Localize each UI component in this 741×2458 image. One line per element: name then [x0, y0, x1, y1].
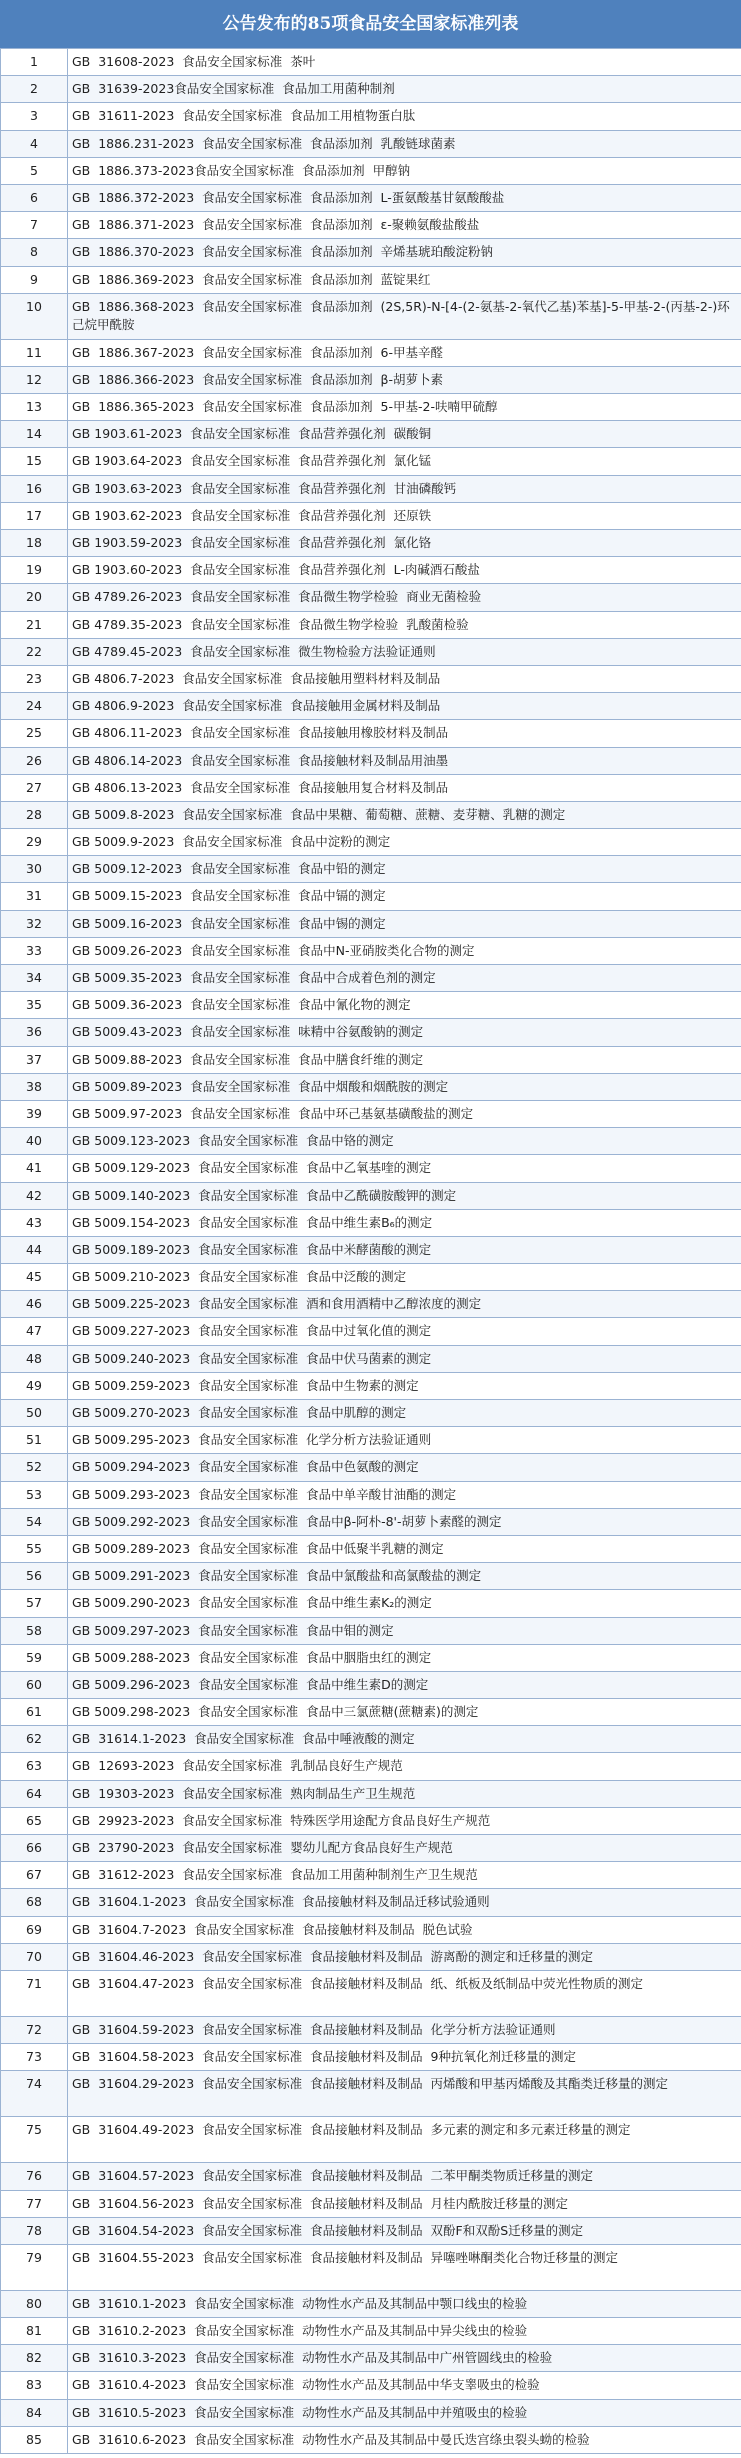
row-number: 65 — [1, 1807, 68, 1834]
row-number: 71 — [1, 1970, 68, 2016]
row-number: 47 — [1, 1318, 68, 1345]
standard-entry: GB 31604.46-2023 食品安全国家标准 食品接触材料及制品 游离酚的测定和迁移量的测定 — [68, 1943, 741, 1970]
standard-entry: GB 1886.370-2023 食品安全国家标准 食品添加剂 辛烯基琥珀酸淀粉钠 — [68, 239, 741, 266]
row-number: 78 — [1, 2217, 68, 2244]
row-number: 21 — [1, 611, 68, 638]
table-row — [1, 157, 741, 184]
standard-entry: GB 31604.57-2023 食品安全国家标准 食品接触材料及制品 二苯甲酮类物质迁移量的测定 — [68, 2163, 741, 2190]
standard-entry: GB 31610.6-2023 食品安全国家标准 动物性水产品及其制品中曼氏迭宫绦虫裂头蚴的检验 — [68, 2426, 741, 2453]
standard-entry: GB 5009.189-2023 食品安全国家标准 食品中米酵菌酸的测定 — [68, 1236, 741, 1263]
table-row — [1, 965, 741, 992]
row-number: 74 — [1, 2071, 68, 2117]
row-number: 59 — [1, 1644, 68, 1671]
table-row — [1, 394, 741, 421]
standard-entry: GB 5009.8-2023 食品安全国家标准 食品中果糖、葡萄糖、蔗糖、麦芽糖、乳糖的测定 — [68, 801, 741, 828]
standard-entry: GB 5009.297-2023 食品安全国家标准 食品中钼的测定 — [68, 1617, 741, 1644]
table-row — [1, 475, 741, 502]
table-row — [1, 1699, 741, 1726]
table-row — [1, 2163, 741, 2190]
row-number: 45 — [1, 1264, 68, 1291]
table-row — [1, 2290, 741, 2317]
standard-entry: GB 5009.129-2023 食品安全国家标准 食品中乙氧基喹的测定 — [68, 1155, 741, 1182]
table-row — [1, 1345, 741, 1372]
row-number: 68 — [1, 1889, 68, 1916]
table-row — [1, 1590, 741, 1617]
table-row — [1, 502, 741, 529]
table-row — [1, 937, 741, 964]
standard-entry: GB 31610.5-2023 食品安全国家标准 动物性水产品及其制品中并殖吸虫的检验 — [68, 2399, 741, 2426]
table-row — [1, 638, 741, 665]
row-number: 7 — [1, 212, 68, 239]
standard-entry: GB 5009.290-2023 食品安全国家标准 食品中维生素K₂的测定 — [68, 1590, 741, 1617]
table-row — [1, 2426, 741, 2453]
standard-entry: GB 5009.259-2023 食品安全国家标准 食品中生物素的测定 — [68, 1372, 741, 1399]
table-row — [1, 1454, 741, 1481]
table-row — [1, 49, 741, 76]
row-number: 3 — [1, 103, 68, 130]
row-number: 64 — [1, 1780, 68, 1807]
standard-entry: GB 31604.1-2023 食品安全国家标准 食品接触材料及制品迁移试验通则 — [68, 1889, 741, 1916]
standard-entry: GB 1886.366-2023 食品安全国家标准 食品添加剂 β-胡萝卜素 — [68, 366, 741, 393]
standard-entry: GB 4806.7-2023 食品安全国家标准 食品接触用塑料材料及制品 — [68, 665, 741, 692]
row-number: 14 — [1, 421, 68, 448]
table-row — [1, 1236, 741, 1263]
table-row — [1, 184, 741, 211]
row-number: 43 — [1, 1209, 68, 1236]
table-row — [1, 557, 741, 584]
table-row — [1, 611, 741, 638]
row-number: 23 — [1, 665, 68, 692]
table-row — [1, 1671, 741, 1698]
row-number: 31 — [1, 883, 68, 910]
row-number: 57 — [1, 1590, 68, 1617]
row-number: 73 — [1, 2044, 68, 2071]
standard-entry: GB 29923-2023 食品安全国家标准 特殊医学用途配方食品良好生产规范 — [68, 1807, 741, 1834]
standard-entry: GB 12693-2023 食品安全国家标准 乳制品良好生产规范 — [68, 1753, 741, 1780]
table-row — [1, 801, 741, 828]
row-number: 8 — [1, 239, 68, 266]
standard-entry: GB 5009.88-2023 食品安全国家标准 食品中膳食纤维的测定 — [68, 1046, 741, 1073]
standard-entry: GB 5009.12-2023 食品安全国家标准 食品中铅的测定 — [68, 856, 741, 883]
table-row — [1, 1209, 741, 1236]
standard-entry: GB 31604.7-2023 食品安全国家标准 食品接触材料及制品 脱色试验 — [68, 1916, 741, 1943]
standard-entry: GB 4789.35-2023 食品安全国家标准 食品微生物学检验 乳酸菌检验 — [68, 611, 741, 638]
standard-entry: GB 5009.293-2023 食品安全国家标准 食品中单辛酸甘油酯的测定 — [68, 1481, 741, 1508]
table-row — [1, 1400, 741, 1427]
standard-entry: GB 1903.64-2023 食品安全国家标准 食品营养强化剂 氯化锰 — [68, 448, 741, 475]
table-row — [1, 530, 741, 557]
standard-entry: GB 5009.15-2023 食品安全国家标准 食品中镉的测定 — [68, 883, 741, 910]
table-row — [1, 747, 741, 774]
standard-entry: GB 5009.140-2023 食品安全国家标准 食品中乙酰磺胺酸钾的测定 — [68, 1182, 741, 1209]
standard-entry: GB 5009.97-2023 食品安全国家标准 食品中环己基氨基磺酸盐的测定 — [68, 1100, 741, 1127]
standard-entry: GB 31604.55-2023 食品安全国家标准 食品接触材料及制品 异噻唑啉酮类化合物迁移量的测定 — [68, 2244, 741, 2290]
table-row — [1, 992, 741, 1019]
row-number: 56 — [1, 1563, 68, 1590]
row-number: 49 — [1, 1372, 68, 1399]
table-row — [1, 1807, 741, 1834]
table-row — [1, 2318, 741, 2345]
standard-entry: GB 31639-2023食品安全国家标准 食品加工用菌种制剂 — [68, 76, 741, 103]
table-row — [1, 584, 741, 611]
standard-entry: GB 1886.373-2023食品安全国家标准 食品添加剂 甲醇钠 — [68, 157, 741, 184]
row-number: 84 — [1, 2399, 68, 2426]
table-row — [1, 1644, 741, 1671]
standards-table — [0, 48, 741, 2454]
standard-entry: GB 31610.3-2023 食品安全国家标准 动物性水产品及其制品中广州管圆线虫的检验 — [68, 2345, 741, 2372]
standard-entry: GB 19303-2023 食品安全国家标准 熟肉制品生产卫生规范 — [68, 1780, 741, 1807]
row-number: 67 — [1, 1862, 68, 1889]
table-row — [1, 239, 741, 266]
standard-entry: GB 1903.62-2023 食品安全国家标准 食品营养强化剂 还原铁 — [68, 502, 741, 529]
row-number: 34 — [1, 965, 68, 992]
standard-entry: GB 31604.29-2023 食品安全国家标准 食品接触材料及制品 丙烯酸和甲基丙烯酸及其酯类迁移量的测定 — [68, 2071, 741, 2117]
standard-entry: GB 5009.225-2023 食品安全国家标准 酒和食用酒精中乙醇浓度的测定 — [68, 1291, 741, 1318]
table-row — [1, 1019, 741, 1046]
table-row — [1, 421, 741, 448]
row-number: 55 — [1, 1535, 68, 1562]
table-row — [1, 339, 741, 366]
table-row — [1, 2016, 741, 2043]
row-number: 61 — [1, 1699, 68, 1726]
table-row — [1, 2217, 741, 2244]
standard-entry: GB 5009.16-2023 食品安全国家标准 食品中锡的测定 — [68, 910, 741, 937]
row-number: 39 — [1, 1100, 68, 1127]
row-number: 33 — [1, 937, 68, 964]
table-row — [1, 1943, 741, 1970]
table-row — [1, 1862, 741, 1889]
row-number: 77 — [1, 2190, 68, 2217]
row-number: 69 — [1, 1916, 68, 1943]
row-number: 40 — [1, 1128, 68, 1155]
row-number: 58 — [1, 1617, 68, 1644]
row-number: 83 — [1, 2372, 68, 2399]
standard-entry: GB 4806.14-2023 食品安全国家标准 食品接触材料及制品用油墨 — [68, 747, 741, 774]
table-title: 公告发布的85项食品安全国家标准列表 — [0, 0, 741, 48]
standard-entry: GB 5009.291-2023 食品安全国家标准 食品中氯酸盐和高氯酸盐的测定 — [68, 1563, 741, 1590]
table-row — [1, 1073, 741, 1100]
standard-entry: GB 4806.9-2023 食品安全国家标准 食品接触用金属材料及制品 — [68, 693, 741, 720]
row-number: 54 — [1, 1508, 68, 1535]
table-row — [1, 1753, 741, 1780]
standard-entry: GB 1886.371-2023 食品安全国家标准 食品添加剂 ε-聚赖氨酸盐酸盐 — [68, 212, 741, 239]
standard-entry: GB 5009.89-2023 食品安全国家标准 食品中烟酸和烟酰胺的测定 — [68, 1073, 741, 1100]
table-row — [1, 1427, 741, 1454]
standard-entry: GB 5009.210-2023 食品安全国家标准 食品中泛酸的测定 — [68, 1264, 741, 1291]
standard-entry: GB 5009.36-2023 食品安全国家标准 食品中氰化物的测定 — [68, 992, 741, 1019]
standard-entry: GB 5009.296-2023 食品安全国家标准 食品中维生素D的测定 — [68, 1671, 741, 1698]
table-row — [1, 720, 741, 747]
table-row — [1, 266, 741, 293]
table-row — [1, 1155, 741, 1182]
standard-entry: GB 31610.4-2023 食品安全国家标准 动物性水产品及其制品中华支睾吸虫的检验 — [68, 2372, 741, 2399]
standard-entry: GB 31610.1-2023 食品安全国家标准 动物性水产品及其制品中颚口线虫的检验 — [68, 2290, 741, 2317]
row-number: 9 — [1, 266, 68, 293]
standard-entry: GB 1886.368-2023 食品安全国家标准 食品添加剂 (2S,5R)-N-[4-(2-氨基-2-氧代乙基)苯基]-5-甲基-2-(丙基-2-)环己烷甲酰胺 — [68, 293, 741, 339]
table-row — [1, 2399, 741, 2426]
standard-entry: GB 5009.43-2023 食品安全国家标准 味精中谷氨酸钠的测定 — [68, 1019, 741, 1046]
table-row — [1, 1508, 741, 1535]
table-row — [1, 2345, 741, 2372]
table-row — [1, 1481, 741, 1508]
standard-entry: GB 31611-2023 食品安全国家标准 食品加工用植物蛋白肽 — [68, 103, 741, 130]
standard-entry: GB 31604.49-2023 食品安全国家标准 食品接触材料及制品 多元素的测定和多元素迁移量的测定 — [68, 2117, 741, 2163]
row-number: 26 — [1, 747, 68, 774]
row-number: 28 — [1, 801, 68, 828]
standard-entry: GB 1903.61-2023 食品安全国家标准 食品营养强化剂 碳酸铜 — [68, 421, 741, 448]
row-number: 29 — [1, 829, 68, 856]
table-row — [1, 1128, 741, 1155]
standard-entry: GB 31604.58-2023 食品安全国家标准 食品接触材料及制品 9种抗氧化剂迁移量的测定 — [68, 2044, 741, 2071]
row-number: 41 — [1, 1155, 68, 1182]
standard-entry: GB 1886.369-2023 食品安全国家标准 食品添加剂 蓝锭果红 — [68, 266, 741, 293]
row-number: 15 — [1, 448, 68, 475]
row-number: 81 — [1, 2318, 68, 2345]
row-number: 60 — [1, 1671, 68, 1698]
table-row — [1, 293, 741, 339]
table-row — [1, 2071, 741, 2117]
table-row — [1, 366, 741, 393]
row-number: 27 — [1, 774, 68, 801]
table-row — [1, 1916, 741, 1943]
standards-table-body — [1, 49, 741, 2454]
row-number: 62 — [1, 1726, 68, 1753]
standard-entry: GB 5009.35-2023 食品安全国家标准 食品中合成着色剂的测定 — [68, 965, 741, 992]
standard-entry: GB 23790-2023 食品安全国家标准 婴幼儿配方食品良好生产规范 — [68, 1835, 741, 1862]
row-number: 24 — [1, 693, 68, 720]
table-row — [1, 1372, 741, 1399]
table-row — [1, 1046, 741, 1073]
row-number: 51 — [1, 1427, 68, 1454]
standard-entry: GB 4806.11-2023 食品安全国家标准 食品接触用橡胶材料及制品 — [68, 720, 741, 747]
row-number: 18 — [1, 530, 68, 557]
table-row — [1, 2117, 741, 2163]
row-number: 11 — [1, 339, 68, 366]
table-row — [1, 1563, 741, 1590]
table-row — [1, 1100, 741, 1127]
standard-entry: GB 1886.367-2023 食品安全国家标准 食品添加剂 6-甲基辛醛 — [68, 339, 741, 366]
row-number: 22 — [1, 638, 68, 665]
row-number: 66 — [1, 1835, 68, 1862]
row-number: 72 — [1, 2016, 68, 2043]
table-row — [1, 1291, 741, 1318]
row-number: 80 — [1, 2290, 68, 2317]
standard-entry: GB 5009.227-2023 食品安全国家标准 食品中过氧化值的测定 — [68, 1318, 741, 1345]
row-number: 30 — [1, 856, 68, 883]
row-number: 1 — [1, 49, 68, 76]
row-number: 38 — [1, 1073, 68, 1100]
row-number: 5 — [1, 157, 68, 184]
row-number: 44 — [1, 1236, 68, 1263]
row-number: 46 — [1, 1291, 68, 1318]
row-number: 52 — [1, 1454, 68, 1481]
row-number: 85 — [1, 2426, 68, 2453]
table-row — [1, 1318, 741, 1345]
table-row — [1, 829, 741, 856]
standard-entry: GB 5009.288-2023 食品安全国家标准 食品中胭脂虫红的测定 — [68, 1644, 741, 1671]
table-row — [1, 2244, 741, 2290]
row-number: 32 — [1, 910, 68, 937]
standard-entry: GB 1903.59-2023 食品安全国家标准 食品营养强化剂 氯化铬 — [68, 530, 741, 557]
standard-entry: GB 31604.47-2023 食品安全国家标准 食品接触材料及制品 纸、纸板及纸制品中荧光性物质的测定 — [68, 1970, 741, 2016]
row-number: 63 — [1, 1753, 68, 1780]
row-number: 10 — [1, 293, 68, 339]
table-row — [1, 883, 741, 910]
table-row — [1, 76, 741, 103]
standard-entry: GB 1903.60-2023 食品安全国家标准 食品营养强化剂 L-肉碱酒石酸盐 — [68, 557, 741, 584]
standard-entry: GB 5009.270-2023 食品安全国家标准 食品中肌醇的测定 — [68, 1400, 741, 1427]
table-row — [1, 448, 741, 475]
row-number: 48 — [1, 1345, 68, 1372]
row-number: 53 — [1, 1481, 68, 1508]
standard-entry: GB 4806.13-2023 食品安全国家标准 食品接触用复合材料及制品 — [68, 774, 741, 801]
standard-entry: GB 1886.231-2023 食品安全国家标准 食品添加剂 乳酸链球菌素 — [68, 130, 741, 157]
standard-entry: GB 5009.298-2023 食品安全国家标准 食品中三氯蔗糖(蔗糖素)的测定 — [68, 1699, 741, 1726]
table-row — [1, 1535, 741, 1562]
standard-entry: GB 31604.59-2023 食品安全国家标准 食品接触材料及制品 化学分析方法验证通则 — [68, 2016, 741, 2043]
standard-entry: GB 5009.295-2023 食品安全国家标准 化学分析方法验证通则 — [68, 1427, 741, 1454]
standard-entry: GB 1886.372-2023 食品安全国家标准 食品添加剂 L-蛋氨酸基甘氨酸酸盐 — [68, 184, 741, 211]
table-row — [1, 130, 741, 157]
row-number: 76 — [1, 2163, 68, 2190]
row-number: 13 — [1, 394, 68, 421]
row-number: 25 — [1, 720, 68, 747]
table-row — [1, 103, 741, 130]
standard-entry: GB 1903.63-2023 食品安全国家标准 食品营养强化剂 甘油磷酸钙 — [68, 475, 741, 502]
table-row — [1, 1617, 741, 1644]
row-number: 70 — [1, 1943, 68, 1970]
row-number: 50 — [1, 1400, 68, 1427]
table-row — [1, 856, 741, 883]
standard-entry: GB 5009.240-2023 食品安全国家标准 食品中伏马菌素的测定 — [68, 1345, 741, 1372]
table-row — [1, 665, 741, 692]
table-row — [1, 2372, 741, 2399]
row-number: 4 — [1, 130, 68, 157]
table-row — [1, 1835, 741, 1862]
table-row — [1, 693, 741, 720]
row-number: 19 — [1, 557, 68, 584]
standard-entry: GB 5009.292-2023 食品安全国家标准 食品中β-阿朴-8'-胡萝卜素醛的测定 — [68, 1508, 741, 1535]
row-number: 6 — [1, 184, 68, 211]
table-row — [1, 1780, 741, 1807]
table-row — [1, 910, 741, 937]
table-row — [1, 1726, 741, 1753]
row-number: 20 — [1, 584, 68, 611]
standard-entry: GB 5009.26-2023 食品安全国家标准 食品中N-亚硝胺类化合物的测定 — [68, 937, 741, 964]
table-row — [1, 1182, 741, 1209]
standard-entry: GB 5009.294-2023 食品安全国家标准 食品中色氨酸的测定 — [68, 1454, 741, 1481]
standard-entry: GB 31612-2023 食品安全国家标准 食品加工用菌种制剂生产卫生规范 — [68, 1862, 741, 1889]
row-number: 82 — [1, 2345, 68, 2372]
standard-entry: GB 31608-2023 食品安全国家标准 茶叶 — [68, 49, 741, 76]
standard-entry: GB 4789.45-2023 食品安全国家标准 微生物检验方法验证通则 — [68, 638, 741, 665]
row-number: 79 — [1, 2244, 68, 2290]
standard-entry: GB 31604.56-2023 食品安全国家标准 食品接触材料及制品 月桂内酰胺迁移量的测定 — [68, 2190, 741, 2217]
table-row — [1, 2044, 741, 2071]
standard-entry: GB 31610.2-2023 食品安全国家标准 动物性水产品及其制品中异尖线虫的检验 — [68, 2318, 741, 2345]
standard-entry: GB 5009.289-2023 食品安全国家标准 食品中低聚半乳糖的测定 — [68, 1535, 741, 1562]
table-row — [1, 2190, 741, 2217]
table-row — [1, 1264, 741, 1291]
row-number: 37 — [1, 1046, 68, 1073]
standard-entry: GB 5009.154-2023 食品安全国家标准 食品中维生素B₆的测定 — [68, 1209, 741, 1236]
row-number: 17 — [1, 502, 68, 529]
standard-entry: GB 5009.123-2023 食品安全国家标准 食品中铬的测定 — [68, 1128, 741, 1155]
table-row — [1, 774, 741, 801]
table-row — [1, 1970, 741, 2016]
standard-entry: GB 31604.54-2023 食品安全国家标准 食品接触材料及制品 双酚F和双酚S迁移量的测定 — [68, 2217, 741, 2244]
row-number: 36 — [1, 1019, 68, 1046]
standard-entry: GB 4789.26-2023 食品安全国家标准 食品微生物学检验 商业无菌检验 — [68, 584, 741, 611]
row-number: 16 — [1, 475, 68, 502]
row-number: 35 — [1, 992, 68, 1019]
table-row — [1, 212, 741, 239]
table-row — [1, 1889, 741, 1916]
standard-entry: GB 1886.365-2023 食品安全国家标准 食品添加剂 5-甲基-2-呋喃甲硫醇 — [68, 394, 741, 421]
row-number: 12 — [1, 366, 68, 393]
row-number: 2 — [1, 76, 68, 103]
standard-entry: GB 5009.9-2023 食品安全国家标准 食品中淀粉的测定 — [68, 829, 741, 856]
row-number: 75 — [1, 2117, 68, 2163]
standard-entry: GB 31614.1-2023 食品安全国家标准 食品中唾液酸的测定 — [68, 1726, 741, 1753]
row-number: 42 — [1, 1182, 68, 1209]
